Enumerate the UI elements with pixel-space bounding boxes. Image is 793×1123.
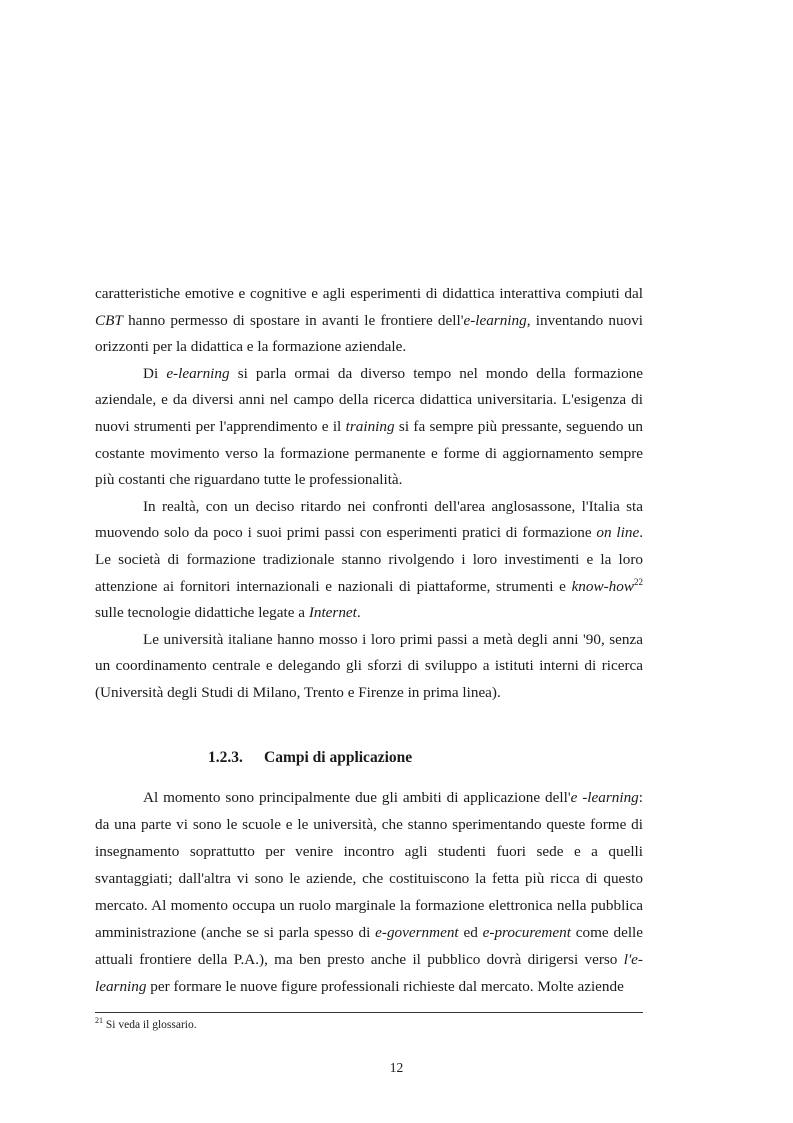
footnote-reference: 22	[634, 576, 643, 587]
section-number: 1.2.3.	[208, 749, 243, 766]
text-run: si parla ormai da diverso tempo nel mondo della formazione aziendale, e da diversi anni nel campo della ricerca didattica universitaria. L'esigenza di nuovi strumenti per l'apprendimento e il	[95, 364, 644, 435]
section-title: Campi di applicazione	[264, 749, 413, 766]
text-run: hanno permesso di spostare in avanti le frontiere dell'	[122, 311, 464, 329]
italic-term: CBT	[95, 311, 123, 329]
text-run: si fa sempre più pressante, seguendo un costante movimento verso la formazione permanente e forme di aggiornamento sempre più costanti che riguardano tutte le professionalità.	[95, 417, 643, 489]
body-text	[95, 281, 643, 707]
text-run: : da una parte vi sono le scuole e le università, che stanno sperimentando queste forme di insegnamento soprattutto per venire incontro agli studenti fuori sede e a quelli svantaggiati; dall'altra vi sono le aziende, che costituiscono la fetta più ricca di questo mercato. Al momento occupa un ruolo marginale la formazione elettronica nella pubblica amministrazione (anche se si parla spesso di	[95, 789, 643, 941]
paragraph	[95, 784, 643, 1000]
footnote-text: Si veda il glossario.	[103, 1019, 197, 1031]
text-run: , inventando nuovi orizzonti per la didattica e la formazione aziendale.	[95, 311, 644, 356]
text-run: ed	[458, 924, 483, 941]
footnote	[95, 1017, 197, 1033]
italic-term: e-government	[375, 924, 459, 941]
page-number: 12	[389, 1060, 404, 1075]
text-run: Le università italiane hanno mosso i loro primi passi a metà degli anni '90, senza un coordinamento centrale e delegando gli sforzi di sviluppo a istituti interni di ricerca (Università degli Studi di Milano, Trento e Firenze in prima linea).	[95, 630, 643, 701]
text-run: per formare le nuove figure professionali richieste dal mercato. Molte aziende	[146, 978, 624, 995]
italic-term: e-procurement	[482, 924, 571, 941]
section-heading	[208, 749, 412, 767]
text-run: come delle attuali frontiere della P.A.), ma ben presto anche il pubblico dovrà dirigersi verso	[95, 924, 644, 968]
italic-term: training	[345, 417, 395, 435]
italic-term: e-learning	[166, 364, 230, 382]
paragraph	[95, 494, 643, 627]
text-run: In realtà, con un deciso ritardo nei confronti dell'area anglosassone, l'Italia sta muovendo solo da poco i suoi primi passi con esperimenti pratici di formazione	[95, 497, 643, 542]
footnote-rule	[95, 1012, 643, 1013]
paragraph	[95, 361, 643, 494]
text-run: Al momento sono principalmente due gli ambiti di applicazione dell'	[143, 789, 571, 806]
italic-term: on line	[596, 524, 640, 542]
body-text-section	[95, 784, 643, 1000]
footnote-number: 21	[95, 1016, 103, 1026]
text-run: .	[356, 604, 361, 622]
paragraph	[95, 627, 643, 707]
text-run: . Le società di formazione tradizionale stanno rivolgendo i loro investimenti e la loro attenzione ai fornitori internazionali e nazionali di piattaforme, strumenti e	[95, 524, 643, 595]
italic-term: l'e-learning	[95, 951, 643, 995]
italic-term: Internet	[308, 604, 357, 622]
paragraph	[95, 281, 643, 361]
italic-term: know-how	[571, 577, 634, 595]
italic-term: e-learning	[463, 311, 527, 329]
text-run: caratteristiche emotive e cognitive e agli esperimenti di didattica interattiva compiuti dal	[95, 285, 643, 302]
text-run: Di	[143, 364, 167, 382]
italic-term: e -learning	[570, 789, 639, 806]
text-run: sulle tecnologie didattiche legate a	[95, 604, 309, 622]
